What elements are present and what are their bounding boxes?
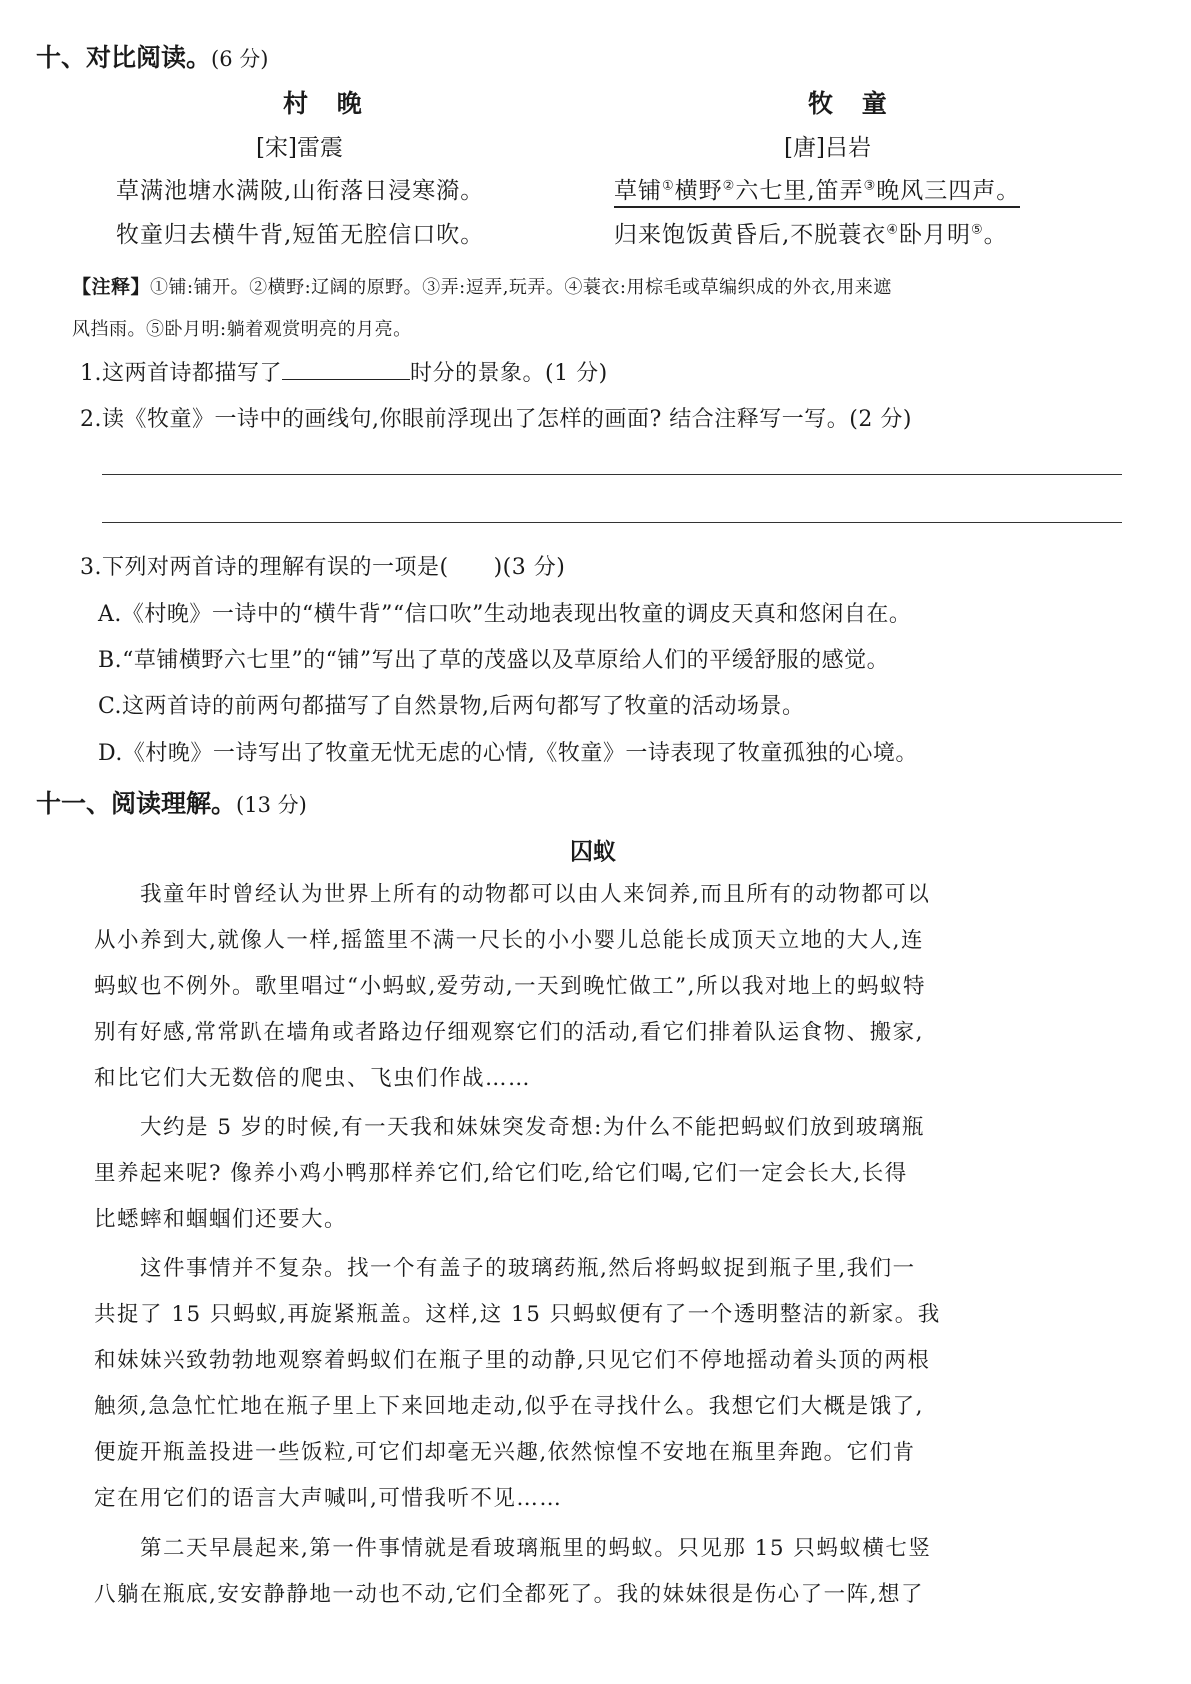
option-a[interactable]: A.《村晚》一诗中的“横牛背”“信口吹”生动地表现出牧童的调皮天真和悠闲自在。 — [98, 602, 912, 627]
section-10-title: 十、对比阅读。 — [36, 43, 212, 72]
poem2-title: 牧 童 — [808, 89, 897, 118]
section-10-header — [36, 38, 268, 74]
q2-answer-line-1[interactable] — [102, 474, 1122, 475]
option-c[interactable]: C.这两首诗的前两句都描写了自然景物,后两句都写了牧童的活动场景。 — [98, 694, 805, 719]
poem1-title: 村 晚 — [283, 89, 372, 118]
article-paragraph-4: 第二天早晨起来,第一件事情就是看玻璃瓶里的蚂蚁。只见那 15 只蚂蚁横七竖 八躺在瓶底,安安静静地一动也不动,它们全都死了。我的妹妹很是伤心了一阵,想了 — [94, 1536, 932, 1607]
q1-answer-blank[interactable] — [282, 359, 410, 380]
underlined-sentence: 草铺①横野②六七里,笛弄③晚风三四声。 — [614, 178, 1020, 208]
notes-line1: 【注释】①铺:铺开。②横野:辽阔的原野。③弄:逗弄,玩弄。④蓑衣:用棕毛或草编织成的外衣,用来遮 — [72, 276, 892, 298]
section-11-score: (13 分) — [236, 793, 307, 817]
poem2-line1 — [614, 172, 1020, 205]
section-11-title: 十一、阅读理解。 — [36, 789, 237, 818]
question-2: 2.读《牧童》一诗中的画线句,你眼前浮现出了怎样的画面? 结合注释写一写。(2 分) — [80, 407, 912, 432]
article-paragraph-3: 这件事情并不复杂。找一个有盖子的玻璃药瓶,然后将蚂蚁捉到瓶子里,我们一 共捉了 15 只蚂蚁,再旋紧瓶盖。这样,这 15 只蚂蚁便有了一个透明整洁的新家。我 和妹妹兴致勃勃地观察着蚂蚁们在瓶子里的动静,只见它们不停地摇动着头顶的两根 触须,急急忙忙地在瓶子里上下来回地走动,似乎在寻找什么。我想它们大概是饿了, 便旋开瓶盖投进一些饭粒,可它们却毫无兴趣,依然惊惶不安地在瓶里奔跑。它们肯 定在用它们的语言大声喊叫,可惜我听不见…… — [94, 1256, 941, 1511]
question-3: 3.下列对两首诗的理解有误的一项是( )(3 分) — [80, 555, 566, 580]
poem2-line2: 归来饱饭黄昏后,不脱蓑衣④卧月明⑤。 — [614, 222, 1008, 248]
article-title: 囚蚁 — [570, 839, 616, 865]
q2-answer-line-2[interactable] — [102, 522, 1122, 523]
notes-label: 【注释】 — [72, 276, 151, 298]
question-1: 1.这两首诗都描写了 时分的景象。(1 分) — [80, 361, 608, 386]
option-b[interactable]: B.“草铺横野六七里”的“铺”写出了草的茂盛以及草原给人们的平缓舒服的感觉。 — [98, 648, 890, 673]
article-paragraph-2: 大约是 5 岁的时候,有一天我和妹妹突发奇想:为什么不能把蚂蚁们放到玻璃瓶 里养起来呢? 像养小鸡小鸭那样养它们,给它们吃,给它们喝,它们一定会长大,长得 比蟋蟀和蝈蝈们还要大。 — [94, 1115, 925, 1232]
section-11-header — [36, 784, 307, 820]
poem1-line2: 牧童归去横牛背,短笛无腔信口吹。 — [116, 222, 485, 248]
poem1-author: [宋]雷震 — [256, 135, 343, 161]
notes-line2: 风挡雨。⑤卧月明:躺着观赏明亮的月亮。 — [72, 319, 412, 340]
section-10-score: (6 分) — [211, 47, 269, 71]
article-paragraph-1: 我童年时曾经认为世界上所有的动物都可以由人来饲养,而且所有的动物都可以 从小养到大,就像人一样,摇篮里不满一尺长的小小婴儿总能长成顶天立地的大人,连 蚂蚁也不例外。歌里唱过“小蚂蚁,爱劳动,一天到晚忙做工”,所以我对地上的蚂蚁特 别有好感,常常趴在墙角或者路边仔细观察它们的活动,看它们排着队运食物、搬家, 和比它们大无数倍的爬虫、飞虫们作战…… — [94, 882, 931, 1091]
poem2-author: [唐]吕岩 — [784, 135, 871, 161]
poem1-line1: 草满池塘水满陂,山衔落日浸寒漪。 — [116, 178, 485, 204]
option-d[interactable]: D.《村晚》一诗写出了牧童无忧无虑的心情,《牧童》一诗表现了牧童孤独的心境。 — [98, 741, 918, 766]
